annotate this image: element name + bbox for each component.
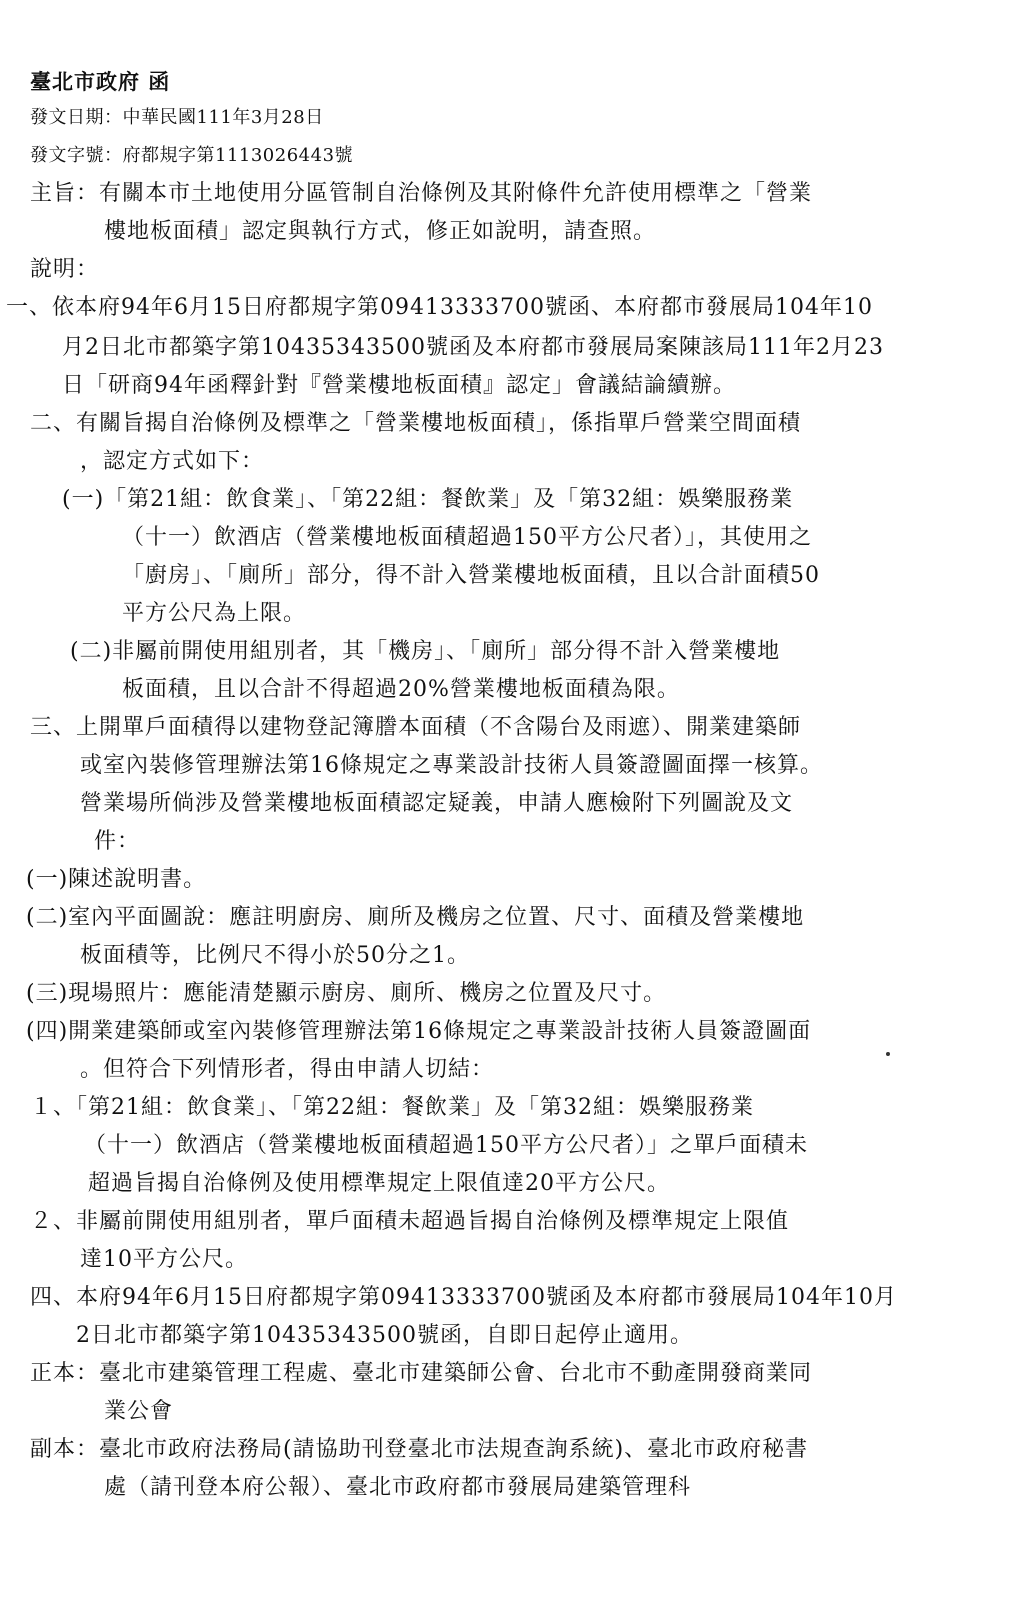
original-copy-line-2: 業公會 bbox=[104, 1399, 174, 1424]
item-2-sub-1-line-4: 平方公尺為上限。 bbox=[122, 601, 307, 626]
item-2-sub-1-line-2: （十一）飲酒店（營業樓地板面積超過150平方公尺者）」，其使用之 bbox=[122, 525, 812, 550]
item-3-sub-3: (三)現場照片：應能清楚顯示廚房、廁所、機房之位置及尺寸。 bbox=[26, 981, 667, 1006]
explanation-label: 說明： bbox=[30, 257, 100, 282]
issue-number: 發文字號：府都規字第1113026443號 bbox=[30, 145, 354, 166]
case-1-line-3: 超過旨揭自治條例及使用標準規定上限值達20平方公尺。 bbox=[88, 1171, 670, 1196]
item-2-sub-2-line-1: (二)非屬前開使用組別者，其「機房」、「廁所」部分得不計入營業樓地 bbox=[70, 639, 781, 664]
case-2-line-2: 達10平方公尺。 bbox=[80, 1247, 248, 1272]
item-3-sub-1: (一)陳述說明書。 bbox=[26, 867, 207, 892]
original-copy-line-1: 正本：臺北市建築管理工程處、臺北市建築師公會、台北市不動產開發商業同 bbox=[30, 1361, 813, 1386]
item-4-line-1: 四、本府94年6月15日府都規字第09413333700號函及本府都市發展局104年10月 bbox=[30, 1285, 897, 1310]
carbon-copy-line-2: 處（請刊登本府公報）、臺北市政府都市發展局建築管理科 bbox=[104, 1475, 692, 1500]
item-2-sub-2-line-2: 板面積，且以合計不得超過20%營業樓地板面積為限。 bbox=[122, 677, 680, 702]
item-1-line-2: 月2日北市都築字第10435343500號函及本府都市發展局案陳該局111年2月23 bbox=[62, 335, 884, 360]
item-3-line-1: 三、上開單戶面積得以建物登記簿謄本面積（不含陽台及雨遮）、開業建築師 bbox=[30, 715, 802, 740]
case-2-line-1: ２、非屬前開使用組別者，單戶面積未超過旨揭自治條例及標準規定上限值 bbox=[30, 1209, 790, 1234]
issue-date: 發文日期：中華民國111年3月28日 bbox=[30, 107, 324, 128]
carbon-copy-line-1: 副本：臺北市政府法務局(請協助刊登臺北市法規查詢系統)、臺北市政府秘書 bbox=[30, 1437, 809, 1462]
item-2-line-2: ，認定方式如下： bbox=[80, 449, 265, 474]
item-2-line-1: 二、有關旨揭自治條例及標準之「營業樓地板面積」，係指單戶營業空間面積 bbox=[30, 411, 802, 436]
item-3-sub-2-line-1: (二)室內平面圖說：應註明廚房、廁所及機房之位置、尺寸、面積及營業樓地 bbox=[26, 905, 805, 930]
subject-line-2: 樓地板面積」認定與執行方式，修正如說明，請查照。 bbox=[104, 219, 657, 244]
case-1-line-1: １、「第21組：飲食業」、「第22組：餐飲業」及「第32組：娛樂服務業 bbox=[30, 1095, 754, 1120]
item-3-sub-4-line-2: 。但符合下列情形者，得由申請人切結： bbox=[80, 1057, 495, 1082]
item-3-line-4: 件： bbox=[94, 829, 141, 854]
case-1-line-2: （十一）飲酒店（營業樓地板面積超過150平方公尺者）」之單戶面積未 bbox=[84, 1133, 808, 1158]
item-1-line-3: 日「研商94年函釋針對『營業樓地板面積』認定」會議結論續辦。 bbox=[62, 373, 736, 398]
item-3-sub-2-line-2: 板面積等，比例尺不得小於50分之1。 bbox=[80, 943, 470, 968]
item-2-sub-1-line-3: 「廚房」、「廁所」部分，得不計入營業樓地板面積，且以合計面積50 bbox=[122, 563, 820, 588]
item-3-line-3: 營業場所倘涉及營業樓地板面積認定疑義，申請人應檢附下列圖說及文 bbox=[80, 791, 794, 816]
document-title: 臺北市政府 函 bbox=[30, 69, 171, 94]
item-3-sub-4-line-1: (四)開業建築師或室內裝修管理辦法第16條規定之專業設計技術人員簽證圖面 bbox=[26, 1019, 812, 1044]
stray-mark bbox=[886, 1052, 890, 1056]
item-3-line-2: 或室內裝修管理辦法第16條規定之專業設計技術人員簽證圖面擇一核算。 bbox=[80, 753, 823, 778]
item-2-sub-1-line-1: (一)「第21組：飲食業」、「第22組：餐飲業」及「第32組：娛樂服務業 bbox=[62, 487, 794, 512]
item-1-line-1: 一、依本府94年6月15日府都規字第09413333700號函、本府都市發展局104年10 bbox=[6, 295, 873, 320]
subject-line-1: 主旨：有關本市土地使用分區管制自治條例及其附條件允許使用標準之「營業 bbox=[30, 181, 813, 206]
item-4-line-2: 2日北市都築字第10435343500號函，自即日起停止適用。 bbox=[76, 1323, 693, 1348]
